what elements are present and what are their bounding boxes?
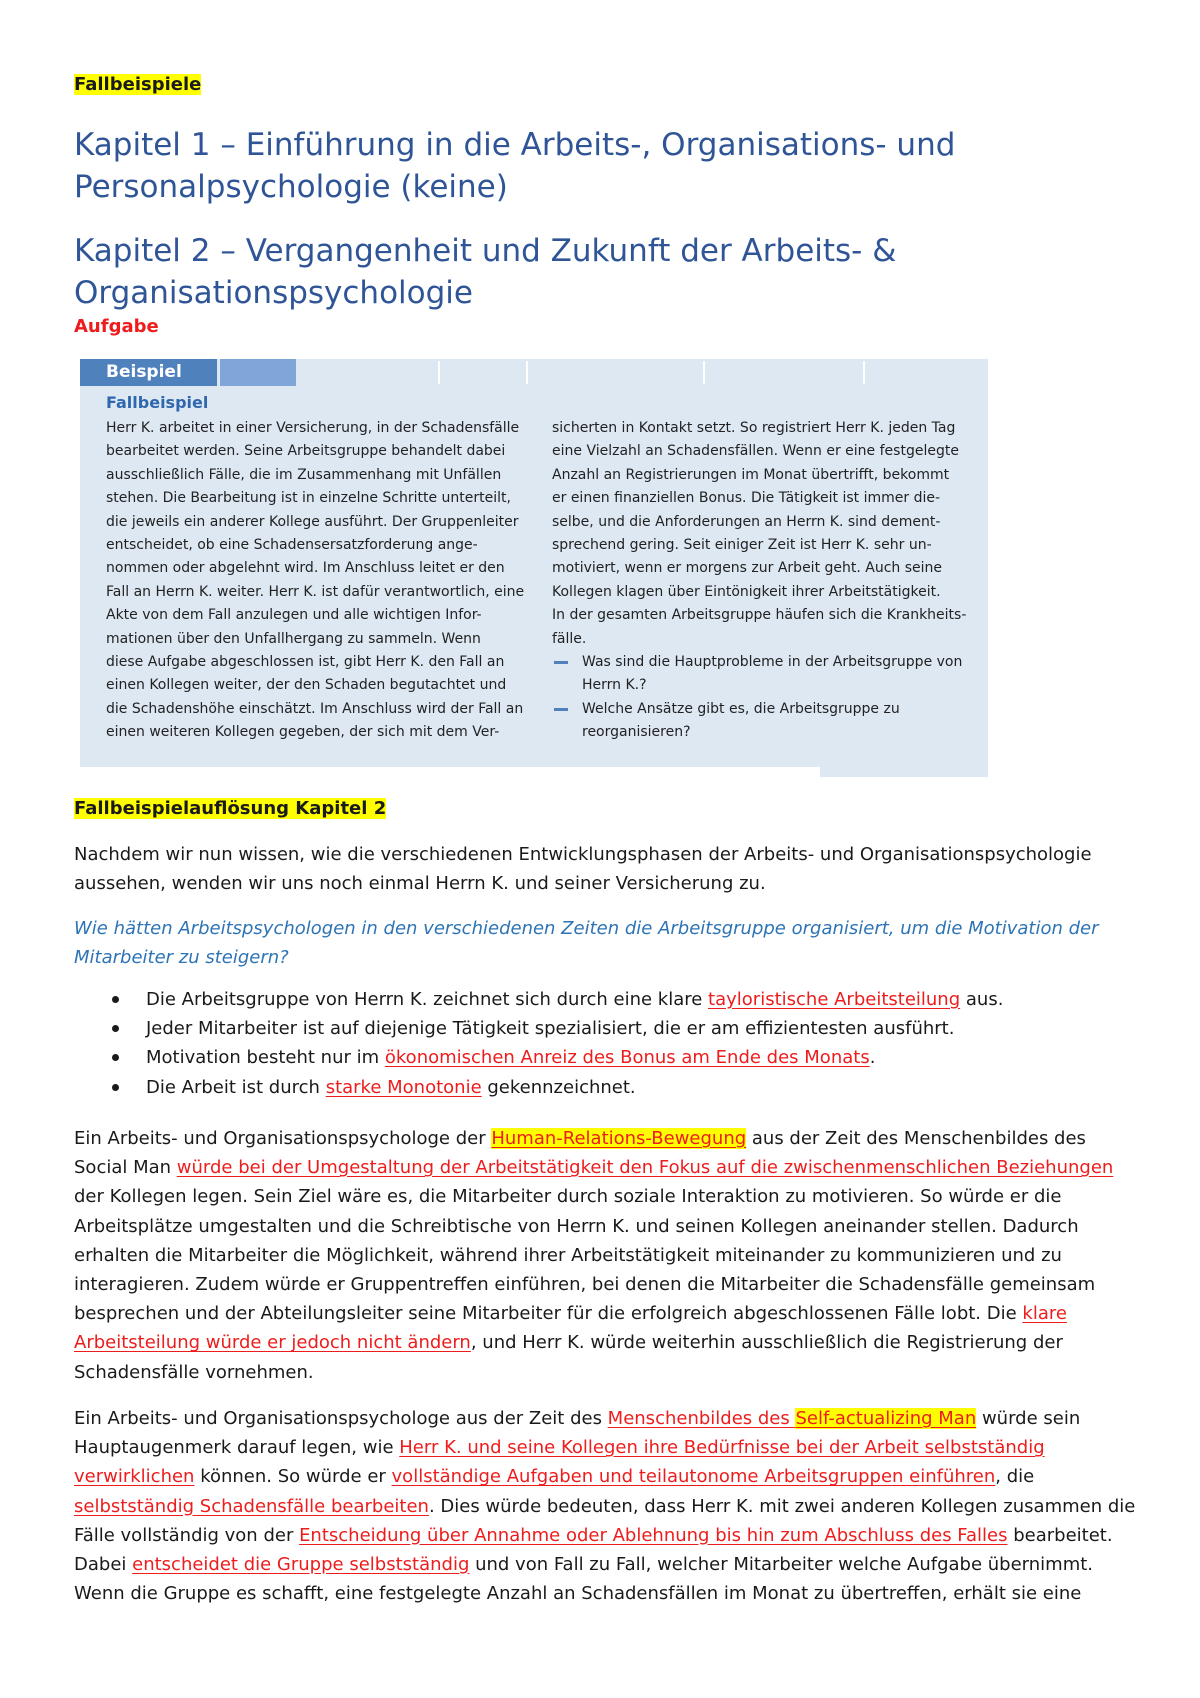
text-span: . Dies würde bedeuten, dass Herr K. mit zwei anderen Kollegen zusammen die	[428, 1495, 1136, 1517]
box-line: er einen finanziellen Bonus. Die Tätigkeit ist immer die-	[552, 490, 941, 507]
red-underlined-text: selbstständig Schadensfälle bearbeiten	[74, 1495, 429, 1517]
heading-line: Kapitel 1 – Einführung in die Arbeits-, Organisations- und	[74, 127, 956, 163]
red-underlined-text: Arbeitsteilung würde er jedoch nicht ändern	[74, 1332, 471, 1354]
text-span: aus.	[960, 989, 1004, 1010]
text-line: der Kollegen legen. Sein Ziel wäre es, die Mitarbeiter durch soziale Interaktion zu motivieren. So würde er die	[74, 1186, 1062, 1208]
text-span: Jeder Mitarbeiter ist auf diejenige Tätigkeit spezialisiert, die er am effizientesten ausführt.	[146, 1018, 955, 1040]
text-span: Social Man	[74, 1157, 177, 1179]
box-line: bearbeitet werden. Seine Arbeitsgruppe behandelt dabei	[106, 443, 506, 460]
text-line	[74, 1521, 1134, 1550]
red-underlined-text: verwirklichen	[74, 1466, 195, 1488]
guiding-question	[74, 914, 1134, 972]
box-line: Akte von dem Fall anzulegen und alle wichtigen Infor-	[106, 607, 482, 624]
intro-paragraph	[74, 840, 1134, 898]
box-line: diese Aufgabe abgeschlossen ist, gibt Herr K. den Fall an	[106, 654, 505, 671]
example-box	[80, 359, 988, 767]
label-fallbeispielaufloesung	[74, 798, 386, 819]
highlight: Fallbeispiele	[74, 74, 202, 95]
box-line: die jeweils ein anderer Kollege ausführt. Der Gruppenleiter	[106, 513, 519, 530]
text-line	[74, 1328, 1134, 1357]
text-line	[74, 1550, 1134, 1579]
heading-line: Organisationspsychologie	[74, 275, 473, 311]
text-line: interagieren. Zudem würde er Gruppentreffen einführen, bei denen die Mitarbeiter die Schadensfälle gemeinsam	[74, 1274, 1096, 1296]
red-underlined-text: vollständige Aufgaben und teilautonome Arbeitsgruppen einführen	[391, 1466, 996, 1488]
box-line: einen Kollegen weiter, der den Schaden begutachtet und	[106, 677, 507, 694]
dash-bullet-icon	[554, 708, 568, 711]
text-line: Mitarbeiter zu steigern?	[74, 947, 289, 969]
paragraph-self-actualizing	[74, 1404, 1134, 1608]
box-line: Anzahl an Registrierungen im Monat übertrifft, bekommt	[552, 466, 950, 483]
text-span: Die Arbeitsgruppe von Herrn K. zeichnet sich durch eine klare	[146, 989, 709, 1010]
box-line: selbe, und die Anforderungen an Herrn K. sind dement-	[552, 513, 941, 530]
text-span: , und Herr K. würde weiterhin ausschließlich die Registrierung der	[470, 1332, 1063, 1354]
red-highlighted-text: Self-actualizing Man	[795, 1408, 977, 1429]
text-span: aus der Zeit des Menschenbildes des	[746, 1128, 1086, 1149]
box-line: sprechend gering. Seit einiger Zeit ist Herr K. sehr un-	[552, 537, 932, 554]
text-span: würde sein	[976, 1408, 1081, 1429]
box-line: ausschließlich Fälle, die im Zusammenhang mit Unfällen	[106, 466, 502, 483]
dash-bullet-icon	[554, 661, 568, 664]
text-span: gekennzeichnet.	[481, 1076, 636, 1098]
box-title: Fallbeispiel	[106, 393, 209, 412]
heading-line: Personalpsychologie (keine)	[74, 169, 508, 205]
heading-chapter-1	[74, 124, 1154, 208]
header-divider	[863, 361, 865, 384]
red-underlined-text: Herr K. und seine Kollegen ihre Bedürfnisse bei der Arbeit selbstständig	[399, 1437, 1045, 1459]
box-question	[552, 651, 972, 698]
box-question	[552, 698, 972, 745]
box-line: Herr K. arbeitet in einer Versicherung, in der Schadensfälle	[106, 420, 520, 436]
box-line: stehen. Die Bearbeitung ist in einzelne Schritte unterteilt,	[106, 490, 511, 507]
text-line	[74, 1153, 1134, 1182]
box-bottom-extension	[820, 767, 988, 777]
text-span: Ein Arbeits- und Organisationspsychologe aus der Zeit des	[74, 1408, 608, 1429]
text-line: Wie hätten Arbeitspsychologen in den verschiedenen Zeiten die Arbeitsgruppe organisiert, um die Motivation der	[74, 918, 1099, 939]
text-line: Nachdem wir nun wissen, wie die verschiedenen Entwicklungsphasen der Arbeits- und Organisationspsychologie	[74, 844, 1092, 865]
text-line: erhalten die Mitarbeiter die Möglichkeit, während ihrer Arbeitstätigkeit miteinander zu kommunizieren und zu	[74, 1244, 1062, 1266]
text-span: Die Arbeit ist durch	[146, 1076, 326, 1098]
label-fallbeispiele	[74, 74, 201, 95]
text-span: Ein Arbeits- und Organisationspsychologe der	[74, 1128, 492, 1149]
bullet-icon	[112, 1054, 119, 1061]
heading-chapter-2	[74, 230, 1154, 314]
text-span: können. So würde er	[194, 1466, 392, 1488]
box-line: fälle.	[552, 630, 587, 647]
list-item	[74, 985, 1134, 1014]
box-line: motiviert, wenn er morgens zur Arbeit geht. Auch seine	[552, 560, 943, 577]
box-line: eine Vielzahl an Schadensfällen. Wenn er eine festgelegte	[552, 443, 959, 460]
box-column-right	[552, 417, 972, 745]
paragraph-human-relations	[74, 1124, 1134, 1387]
red-highlighted-text: Human-Relations-Bewegung	[491, 1128, 747, 1149]
text-span: .	[869, 1047, 876, 1069]
box-tab-accent	[220, 359, 296, 386]
text-line	[74, 1462, 1134, 1491]
box-tab: Beispiel	[80, 359, 217, 386]
red-underlined-text: starke Monotonie	[325, 1076, 482, 1098]
list-item	[74, 1014, 1134, 1043]
header-divider	[438, 361, 440, 384]
header-divider	[703, 361, 705, 384]
box-line: Kollegen klagen über Eintönigkeit ihrer Arbeitstätigkeit.	[552, 583, 941, 600]
text-span: Hauptaugenmerk darauf legen, wie	[74, 1437, 400, 1459]
text-span: , die	[995, 1466, 1035, 1488]
bullet-icon	[112, 996, 119, 1003]
header-divider	[526, 361, 528, 384]
text-span: besprechen und der Abteilungsleiter seine Mitarbeiter für die erfolgreich abgeschlossenen Fälle lobt. Die	[74, 1303, 1023, 1325]
red-underlined-text: tayloristische Arbeitsteilung	[708, 989, 961, 1010]
box-line: Welche Ansätze gibt es, die Arbeitsgruppe zu	[582, 700, 900, 717]
list-item	[74, 1043, 1134, 1072]
heading-line: Kapitel 2 – Vergangenheit und Zukunft der Arbeits- &	[74, 233, 897, 269]
box-line: reorganisieren?	[582, 724, 691, 741]
box-line: In der gesamten Arbeitsgruppe häufen sich die Krankheits-	[552, 607, 967, 624]
text-span: Motivation besteht nur im	[146, 1047, 385, 1069]
text-span: und von Fall zu Fall, welcher Mitarbeiter welche Aufgabe übernimmt.	[469, 1554, 1094, 1576]
bullet-icon	[112, 1025, 119, 1032]
box-line: Herrn K.?	[582, 677, 647, 694]
list-item	[74, 1073, 1134, 1102]
red-underlined-text: ökonomischen Anreiz des Bonus am Ende des Monats	[384, 1047, 870, 1069]
text-span: bearbeitet.	[1007, 1524, 1113, 1546]
text-line	[74, 1433, 1134, 1462]
box-line: entscheidet, ob eine Schadensersatzforderung ange-	[106, 537, 478, 554]
box-line: Fall an Herrn K. weiter. Herr K. ist dafür verantwortlich, eine	[106, 583, 525, 600]
label-aufgabe: Aufgabe	[74, 316, 159, 337]
text-line	[74, 1492, 1134, 1521]
text-span: Dabei	[74, 1554, 133, 1576]
box-line: die Schadenshöhe einschätzt. Im Anschluss wird der Fall an	[106, 700, 524, 717]
red-underlined-text: Menschenbildes des	[607, 1408, 796, 1429]
text-line: aussehen, wenden wir uns noch einmal Herrn K. und seiner Versicherung zu.	[74, 873, 766, 895]
red-underlined-text: Entscheidung über Annahme oder Ablehnung bis hin zum Abschluss des Falles	[299, 1524, 1008, 1546]
box-line: mationen über den Unfallhergang zu sammeln. Wenn	[106, 630, 481, 647]
text-line: Wenn die Gruppe es schafft, eine festgelegte Anzahl an Schadensfällen im Monat zu übertreffen, erhält sie eine	[74, 1583, 1082, 1605]
box-line: sicherten in Kontakt setzt. So registriert Herr K. jeden Tag	[552, 420, 956, 436]
bullet-list	[74, 985, 1134, 1102]
text-line	[74, 1299, 1134, 1328]
bullet-icon	[112, 1084, 119, 1091]
box-line: nommen oder abgelehnt wird. Im Anschluss leitet er den	[106, 560, 505, 577]
box-line: einen weiteren Kollegen gegeben, der sich mit dem Ver-	[106, 724, 500, 741]
text-line	[74, 1124, 1134, 1153]
red-underlined-text: würde bei der Umgestaltung der Arbeitstätigkeit den Fokus auf die zwischenmenschlichen Beziehungen	[176, 1157, 1114, 1179]
highlight: Fallbeispielauflösung Kapitel 2	[74, 798, 387, 819]
red-underlined-text: entscheidet die Gruppe selbstständig	[132, 1554, 470, 1576]
text-span: Fälle vollständig von der	[74, 1524, 300, 1546]
text-line: Arbeitsplätze umgestalten und die Schreibtische von Herrn K. und seinen Kollegen aneinander stellen. Dadurch	[74, 1215, 1079, 1237]
text-line	[74, 1404, 1134, 1433]
box-line: Was sind die Hauptprobleme in der Arbeitsgruppe von	[582, 654, 963, 671]
text-line: Schadensfälle vornehmen.	[74, 1361, 314, 1383]
red-underlined-text: klare	[1022, 1303, 1067, 1325]
box-column-left	[106, 417, 546, 745]
